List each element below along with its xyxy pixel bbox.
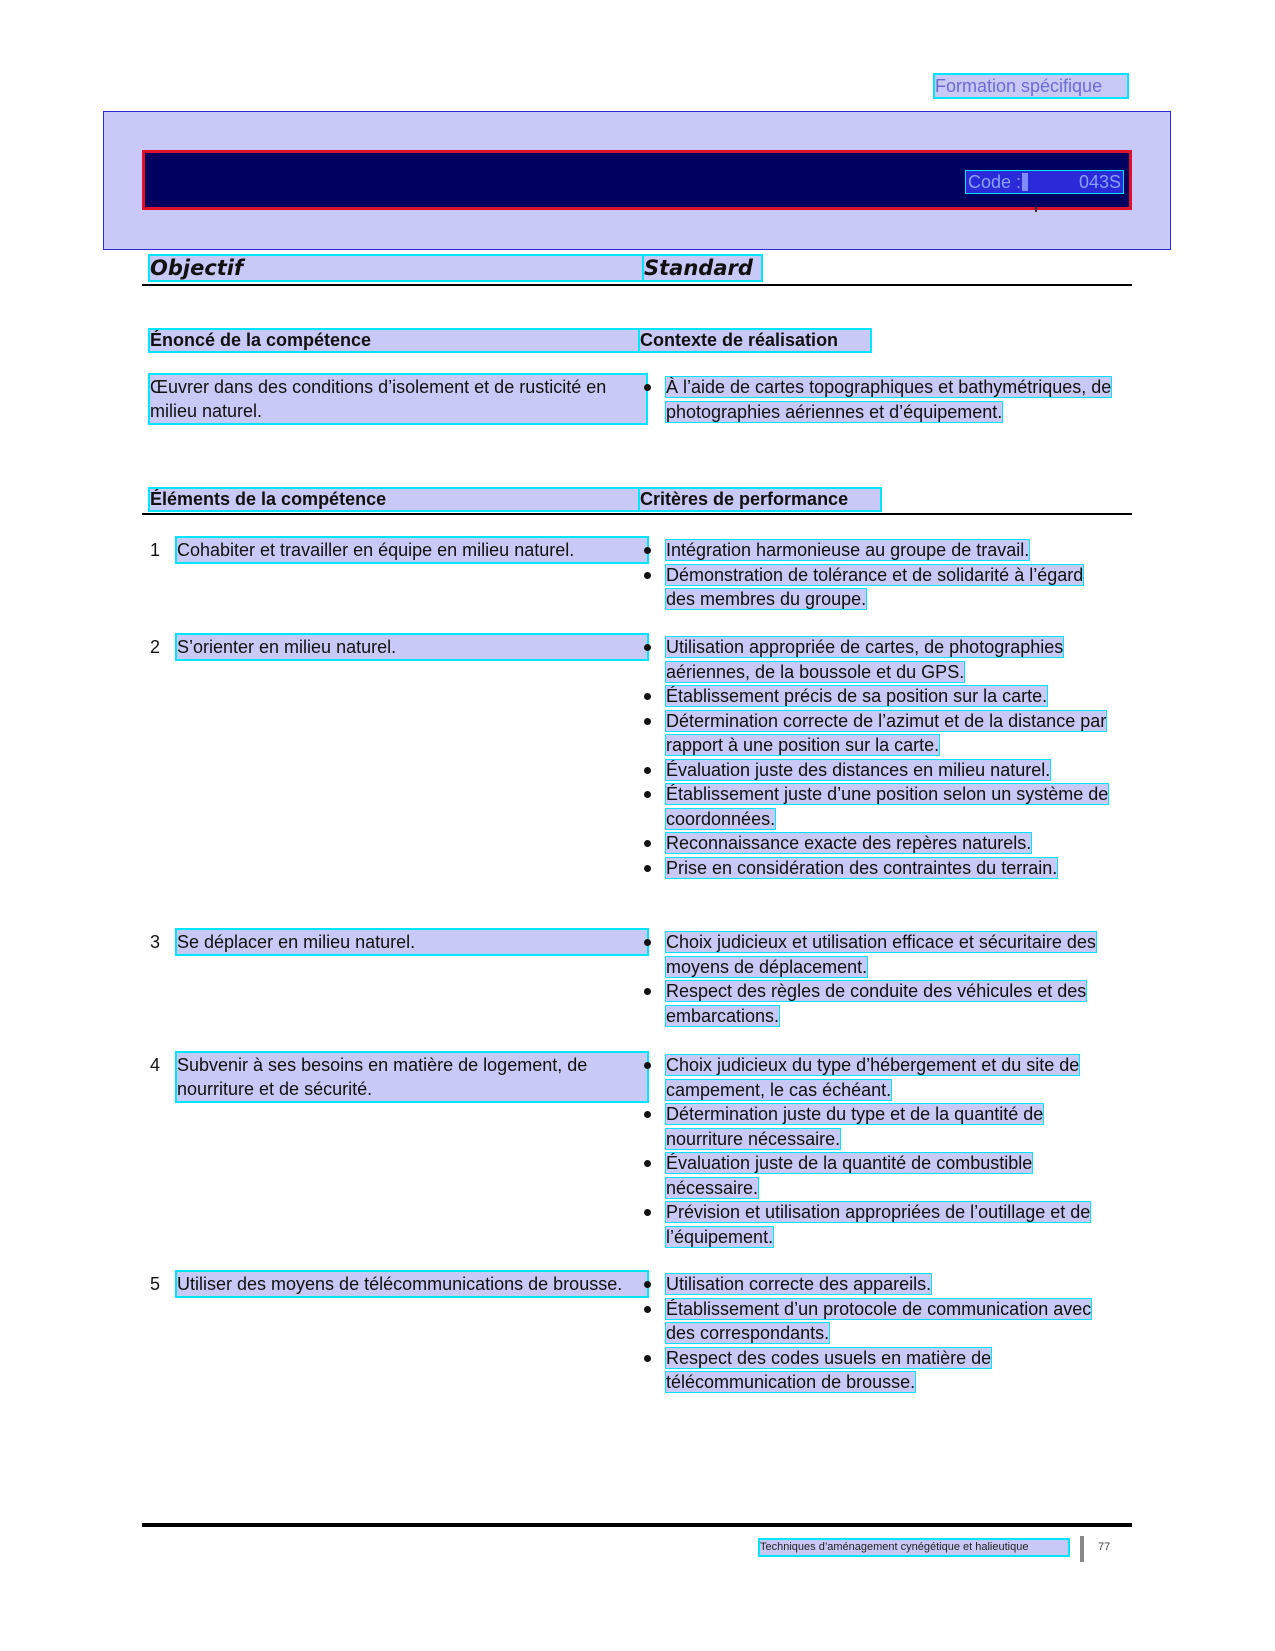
bullet-icon [644, 1306, 651, 1313]
criteria-title: Critères de performance [640, 489, 880, 510]
criterion-item: Établissement juste d’une position selon un système de coordonnées. [644, 782, 1114, 831]
criterion-item: Détermination correcte de l’azimut et de la distance par rapport à une position sur la carte. [644, 709, 1114, 758]
section-label: Formation spécifique [935, 75, 1127, 97]
context-title: Contexte de réalisation [640, 330, 870, 351]
criterion-item: Évaluation juste de la quantité de combustible nécessaire. [644, 1151, 1114, 1200]
footer-separator [1080, 1536, 1084, 1562]
bullet-icon [644, 840, 651, 847]
bullet-icon [644, 384, 651, 391]
code-separator [1022, 173, 1028, 191]
criterion-item: Détermination juste du type et de la quantité de nourriture nécessaire. [644, 1102, 1114, 1151]
bullet-icon [644, 1355, 651, 1362]
bullet-icon [644, 547, 651, 554]
criterion-item: Établissement précis de sa position sur la carte. [644, 684, 1114, 709]
criterion-item: Utilisation appropriée de cartes, de photographies aériennes, de la boussole et du GPS. [644, 635, 1114, 684]
element-number: 1 [150, 540, 161, 560]
criteria-list [644, 635, 1114, 880]
objective-title: Objectif [150, 256, 644, 280]
element-text: Subvenir à ses besoins en matière de logement, de nourriture et de sécurité. [177, 1053, 647, 1101]
criterion-item: Prise en considération des contraintes du terrain. [644, 856, 1114, 881]
element-number: 4 [150, 1055, 161, 1075]
context-list [644, 375, 1114, 424]
bullet-icon [644, 1281, 651, 1288]
criteria-list [644, 538, 1114, 612]
title-rule [142, 284, 1132, 286]
element-text: S’orienter en milieu naturel. [177, 635, 647, 659]
criterion-item: Utilisation correcte des appareils. [644, 1272, 1114, 1297]
statement-title: Énoncé de la compétence [150, 330, 644, 351]
competency-code [966, 171, 1123, 193]
element-text: Cohabiter et travailler en équipe en milieu naturel. [177, 538, 647, 562]
page-number: 77 [1098, 1541, 1111, 1553]
criterion-item: Reconnaissance exacte des repères naturels. [644, 831, 1114, 856]
bullet-icon [644, 718, 651, 725]
element-text: Utiliser des moyens de télécommunications de brousse. [177, 1272, 647, 1296]
bullet-icon [644, 1160, 651, 1167]
bullet-icon [644, 693, 651, 700]
criteria-list [644, 930, 1114, 1028]
criteria-list [644, 1272, 1114, 1395]
criterion-item: Prévision et utilisation appropriées de l’outillage et de l’équipement. [644, 1200, 1114, 1249]
bullet-icon [644, 865, 651, 872]
bullet-icon [644, 767, 651, 774]
bullet-icon [644, 791, 651, 798]
criterion-item: Évaluation juste des distances en milieu naturel. [644, 758, 1114, 783]
criterion-item: Respect des codes usuels en matière de télécommunication de brousse. [644, 1346, 1114, 1395]
standard-title: Standard [644, 256, 761, 280]
footer-program: Techniques d’aménagement cynégétique et halieutique [760, 1540, 1068, 1555]
criterion-item: Établissement d’un protocole de communication avec des correspondants. [644, 1297, 1114, 1346]
criterion-item: Intégration harmonieuse au groupe de travail. [644, 538, 1114, 563]
code-label: Code : [968, 172, 1022, 192]
bullet-icon [644, 644, 651, 651]
footer-rule [142, 1523, 1132, 1527]
criteria-list [644, 1053, 1114, 1249]
criterion-item: Choix judicieux du type d’hébergement et du site de campement, le cas échéant. [644, 1053, 1114, 1102]
element-text: Se déplacer en milieu naturel. [177, 930, 647, 954]
code-value: 043S [1078, 172, 1121, 192]
context-item: À l’aide de cartes topographiques et bathymétriques, de photographies aériennes et d’équipement. [644, 375, 1114, 424]
criterion-item: Démonstration de tolérance et de solidarité à l’égard des membres du groupe. [644, 563, 1114, 612]
element-number: 2 [150, 637, 161, 657]
statement-text: Œuvrer dans des conditions d’isolement et de rusticité en milieu naturel. [150, 375, 646, 423]
elements-title: Éléments de la compétence [150, 489, 644, 510]
criterion-item: Choix judicieux et utilisation efficace et sécuritaire des moyens de déplacement. [644, 930, 1114, 979]
element-number: 5 [150, 1274, 161, 1294]
bullet-icon [644, 1062, 651, 1069]
bullet-icon [644, 572, 651, 579]
bullet-icon [644, 1209, 651, 1216]
bullet-icon [644, 988, 651, 995]
element-number: 3 [150, 932, 161, 952]
bullet-icon [644, 939, 651, 946]
bullet-icon [644, 1111, 651, 1118]
criterion-item: Respect des règles de conduite des véhicules et des embarcations. [644, 979, 1114, 1028]
section-rule [142, 513, 1132, 515]
banner-tick [1035, 207, 1037, 212]
